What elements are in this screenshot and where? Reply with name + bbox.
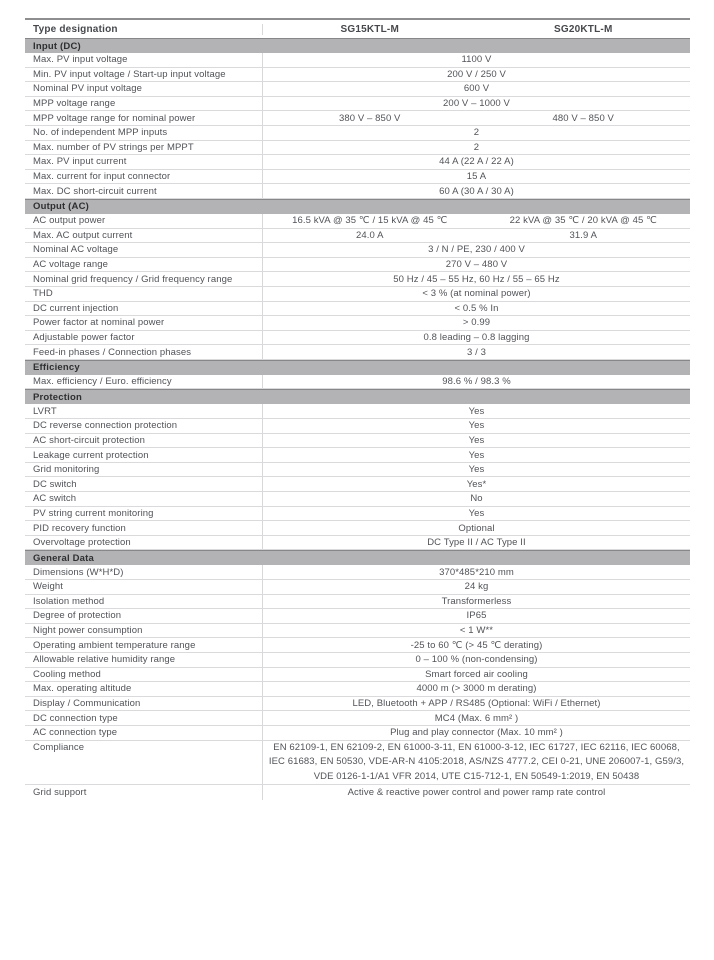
row-value: Yes [468, 420, 485, 432]
row-label: Weight [25, 580, 263, 594]
row-label: DC switch [25, 477, 263, 491]
row-label: LVRT [25, 404, 263, 418]
spec-table-body [25, 38, 690, 800]
spec-row-display-communication [25, 697, 690, 712]
row-value: 24 kg [464, 581, 489, 593]
row-label: DC reverse connection protection [25, 419, 263, 433]
row-label: Max. operating altitude [25, 682, 263, 696]
row-values [263, 565, 690, 579]
row-label: PV string current monitoring [25, 507, 263, 521]
row-label: Isolation method [25, 595, 263, 609]
spec-row-weight [25, 580, 690, 595]
spec-row-allowable-relative-humidity-range [25, 653, 690, 668]
row-value: 2 [473, 127, 480, 139]
spec-row-max-pv-input-current [25, 155, 690, 170]
spec-row-pid-recovery-function [25, 521, 690, 536]
row-values [263, 214, 690, 228]
spec-row-ac-voltage-range [25, 258, 690, 273]
spec-row-max-operating-altitude [25, 682, 690, 697]
row-value: DC Type II / AC Type II [427, 537, 526, 549]
row-value: 2 [473, 141, 480, 153]
spec-row-ac-switch [25, 492, 690, 507]
row-label: AC voltage range [25, 258, 263, 272]
row-values [263, 595, 690, 609]
spec-row-dc-reverse-connection-protection [25, 419, 690, 434]
row-values [263, 536, 690, 550]
spec-row-dc-connection-type [25, 711, 690, 726]
row-value: 600 V [463, 83, 490, 95]
row-label: Max. number of PV strings per MPPT [25, 141, 263, 155]
spec-row-min-pv-input-voltage-start-up-input-voltage [25, 68, 690, 83]
row-label: AC switch [25, 492, 263, 506]
spec-row-thd [25, 287, 690, 302]
header-model-sg15ktl-m: SG15KTL-M [340, 23, 399, 35]
spec-row-max-number-of-pv-strings-per-mppt [25, 141, 690, 156]
row-values [263, 302, 690, 316]
header-model-sg20ktl-m: SG20KTL-M [554, 23, 613, 35]
section-title: Protection [33, 391, 82, 403]
row-value: Yes [468, 507, 485, 519]
row-label: Display / Communication [25, 697, 263, 711]
spec-row-max-efficiency-euro-efficiency [25, 375, 690, 390]
row-values [263, 609, 690, 623]
spec-row-ac-output-power [25, 214, 690, 229]
row-value: Yes [468, 405, 485, 417]
row-values [263, 184, 690, 198]
section-header-protection [25, 389, 690, 404]
row-values [263, 580, 690, 594]
row-label: Min. PV input voltage / Start-up input voltage [25, 68, 263, 82]
row-label: THD [25, 287, 263, 301]
spec-row-nominal-ac-voltage [25, 243, 690, 258]
row-label: Compliance [25, 741, 263, 785]
row-label: Power factor at nominal power [25, 316, 263, 330]
row-label: Degree of protection [25, 609, 263, 623]
row-label: MPP voltage range for nominal power [25, 111, 263, 125]
row-label: AC short-circuit protection [25, 434, 263, 448]
row-value: 370*485*210 mm [439, 566, 514, 578]
row-values [263, 53, 690, 67]
row-label: Dimensions (W*H*D) [25, 565, 263, 579]
section-header-input-dc [25, 38, 690, 53]
row-value-model1: 24.0 A [355, 229, 384, 241]
spec-row-max-ac-output-current [25, 229, 690, 244]
spec-row-cooling-method [25, 668, 690, 683]
row-value: LED, Bluetooth + APP / RS485 (Optional: WiFi / Ethernet) [352, 698, 601, 710]
row-values [263, 287, 690, 301]
row-value: < 3 % (at nominal power) [422, 288, 531, 300]
row-values [263, 507, 690, 521]
row-values [263, 419, 690, 433]
row-label: Night power consumption [25, 624, 263, 638]
row-values [263, 243, 690, 257]
row-value: 4000 m (> 3000 m derating) [416, 683, 537, 695]
row-value: 200 V – 1000 V [443, 98, 510, 110]
spec-row-dc-switch [25, 477, 690, 492]
row-value: Active & reactive power control and power ramp rate control [347, 787, 606, 799]
row-values [263, 97, 690, 111]
row-value: 60 A (30 A / 30 A) [439, 185, 514, 197]
row-value: 3 / 3 [467, 346, 486, 358]
row-label: No. of independent MPP inputs [25, 126, 263, 140]
spec-row-mpp-voltage-range-for-nominal-power [25, 111, 690, 126]
row-values [263, 682, 690, 696]
table-header-row [25, 20, 690, 38]
row-label: Max. current for input connector [25, 170, 263, 184]
spec-row-no-of-independent-mpp-inputs [25, 126, 690, 141]
row-values [263, 434, 690, 448]
row-label: Adjustable power factor [25, 331, 263, 345]
row-value: Yes [468, 449, 485, 461]
row-label: Max. PV input voltage [25, 53, 263, 67]
row-value: 270 V – 480 V [445, 259, 508, 271]
row-values [263, 668, 690, 682]
spec-row-leakage-current-protection [25, 448, 690, 463]
spec-row-dc-current-injection [25, 302, 690, 317]
row-label: Max. DC short-circuit current [25, 184, 263, 198]
row-values [263, 697, 690, 711]
spec-row-dimensions-w-h-d [25, 565, 690, 580]
row-value: < 0.5 % In [454, 302, 499, 314]
row-values [263, 82, 690, 96]
spec-row-nominal-pv-input-voltage [25, 82, 690, 97]
row-values [263, 331, 690, 345]
row-label: Overvoltage protection [25, 536, 263, 550]
spec-row-pv-string-current-monitoring [25, 507, 690, 522]
spec-row-grid-monitoring [25, 463, 690, 478]
spec-row-isolation-method [25, 595, 690, 610]
header-type-designation: Type designation [25, 24, 263, 35]
row-values [263, 521, 690, 535]
row-value: No [470, 493, 483, 505]
row-value: IP65 [466, 610, 487, 622]
row-values [263, 624, 690, 638]
row-value: Optional [458, 522, 495, 534]
row-values [263, 404, 690, 418]
row-value: Plug and play connector (Max. 10 mm² ) [390, 727, 563, 739]
spec-row-max-current-for-input-connector [25, 170, 690, 185]
spec-row-night-power-consumption [25, 624, 690, 639]
section-header-output-ac [25, 199, 690, 214]
spec-row-lvrt [25, 404, 690, 419]
row-value-model1: 16.5 kVA @ 35 ℃ / 15 kVA @ 45 ℃ [292, 215, 448, 227]
row-values [263, 258, 690, 272]
row-label: Grid monitoring [25, 463, 263, 477]
row-value-model2: 22 kVA @ 35 ℃ / 20 kVA @ 45 ℃ [509, 215, 657, 227]
row-value-line: EN 62109-1, EN 62109-2, EN 61000-3-11, EN 61000-3-12, IEC 61727, IEC 62116, IEC 60068, [273, 741, 680, 753]
spec-row-max-dc-short-circuit-current [25, 184, 690, 199]
spec-row-operating-ambient-temperature-range [25, 638, 690, 653]
spec-row-grid-support [25, 785, 690, 800]
spec-row-ac-short-circuit-protection [25, 434, 690, 449]
spec-row-nominal-grid-frequency-grid-frequency-range [25, 272, 690, 287]
row-value: Yes* [466, 478, 487, 490]
row-value: 50 Hz / 45 – 55 Hz, 60 Hz / 55 – 65 Hz [393, 273, 560, 285]
header-models [263, 24, 690, 35]
row-value: Smart forced air cooling [425, 668, 528, 680]
row-values [263, 316, 690, 330]
row-label: Max. AC output current [25, 229, 263, 243]
row-value: -25 to 60 ℃ (> 45 ℃ derating) [410, 639, 543, 651]
row-values [263, 68, 690, 82]
row-value: 3 / N / PE, 230 / 400 V [428, 244, 525, 256]
row-values [263, 229, 690, 243]
spec-row-power-factor-at-nominal-power [25, 316, 690, 331]
row-value-model2: 31.9 A [569, 229, 598, 241]
row-value-line: VDE 0126-1-1/A1 VFR 2014, UTE C15-712-1, EN 50549-1:2019, EN 50438 [313, 770, 640, 782]
row-values [263, 126, 690, 140]
row-values [263, 711, 690, 725]
row-value: Transformerless [441, 595, 512, 607]
row-values [263, 170, 690, 184]
row-values [263, 653, 690, 667]
row-label: Max. efficiency / Euro. efficiency [25, 375, 263, 389]
row-value-line: IEC 61683, EN 50530, VDE-AR-N 4105:2018, AS/NZS 4777.2, CEI 0-21, UNE 206007-1, G59/3, [268, 756, 685, 768]
row-values [263, 638, 690, 652]
row-values [263, 726, 690, 740]
row-values [263, 345, 690, 359]
row-label: DC current injection [25, 302, 263, 316]
row-label: Feed-in phases / Connection phases [25, 345, 263, 359]
row-label: Nominal AC voltage [25, 243, 263, 257]
row-value-model2: 480 V – 850 V [552, 112, 614, 124]
row-label: Grid support [25, 785, 263, 800]
section-title: Output (AC) [33, 201, 90, 213]
row-values [263, 463, 690, 477]
row-value: Yes [468, 434, 485, 446]
row-label: Nominal grid frequency / Grid frequency range [25, 272, 263, 286]
row-label: Operating ambient temperature range [25, 638, 263, 652]
section-header-general-data [25, 550, 690, 565]
row-label: AC output power [25, 214, 263, 228]
row-value: 44 A (22 A / 22 A) [439, 156, 514, 168]
row-value: 200 V / 250 V [447, 68, 506, 80]
row-values [263, 492, 690, 506]
row-values [263, 141, 690, 155]
row-label: MPP voltage range [25, 97, 263, 111]
row-value-model1: 380 V – 850 V [338, 112, 401, 124]
spec-row-mpp-voltage-range [25, 97, 690, 112]
row-values [263, 785, 690, 800]
spec-row-feed-in-phases-connection-phases [25, 345, 690, 360]
spec-row-adjustable-power-factor [25, 331, 690, 346]
spec-row-compliance [25, 741, 690, 786]
row-value: < 1 W** [459, 625, 494, 637]
row-values [263, 155, 690, 169]
row-value: > 0.99 [462, 317, 491, 329]
row-values [263, 272, 690, 286]
row-label: Cooling method [25, 668, 263, 682]
row-value: Yes [468, 464, 485, 476]
row-value: 0 – 100 % (non-condensing) [415, 654, 538, 666]
row-value: 15 A [466, 171, 487, 183]
section-title: Input (DC) [33, 40, 81, 52]
row-values [263, 741, 690, 785]
row-value: 98.6 % / 98.3 % [442, 376, 511, 388]
spec-row-degree-of-protection [25, 609, 690, 624]
row-label: Leakage current protection [25, 448, 263, 462]
spec-row-overvoltage-protection [25, 536, 690, 551]
row-value: 0.8 leading – 0.8 lagging [423, 331, 530, 343]
row-values [263, 111, 690, 125]
row-values [263, 477, 690, 491]
spec-row-max-pv-input-voltage [25, 53, 690, 68]
row-values [263, 375, 690, 389]
row-label: Nominal PV input voltage [25, 82, 263, 96]
row-label: Allowable relative humidity range [25, 653, 263, 667]
row-value: 1100 V [461, 54, 492, 66]
section-title: General Data [33, 552, 95, 564]
section-header-efficiency [25, 360, 690, 375]
row-label: DC connection type [25, 711, 263, 725]
row-label: PID recovery function [25, 521, 263, 535]
row-values [263, 448, 690, 462]
section-title: Efficiency [33, 362, 80, 374]
row-label: AC connection type [25, 726, 263, 740]
spec-row-ac-connection-type [25, 726, 690, 741]
row-value: MC4 (Max. 6 mm² ) [434, 712, 519, 724]
spec-table [25, 18, 690, 800]
row-label: Max. PV input current [25, 155, 263, 169]
